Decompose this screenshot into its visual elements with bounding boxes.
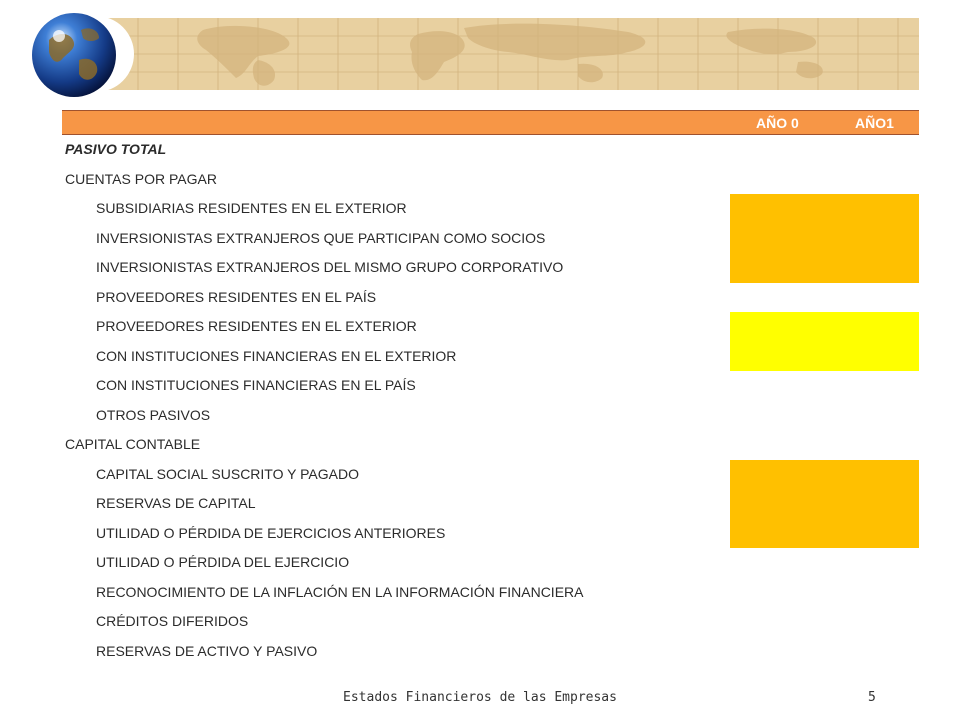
year-1-header: AÑO1 [855,115,894,131]
row-cuentas-por-pagar: CUENTAS POR PAGAR [65,170,217,187]
year-0-header: AÑO 0 [756,115,799,131]
globe-icon [29,10,119,100]
row-proveedores-exterior: PROVEEDORES RESIDENTES EN EL EXTERIOR [96,318,417,334]
table-rows [62,135,919,666]
row-reservas-activo-pasivo: RESERVAS DE ACTIVO Y PASIVO [96,642,318,659]
world-map-banner [108,18,919,90]
financial-table [62,110,919,666]
row-otros-pasivos: OTROS PASIVOS [96,406,211,423]
row-instituciones-pais: CON INSTITUCIONES FINANCIERAS EN EL PAÍS [96,377,416,393]
row-utilidad-anteriores: UTILIDAD O PÉRDIDA DE EJERCICIOS ANTERIORES [96,524,446,541]
row-proveedores-pais: PROVEEDORES RESIDENTES EN EL PAÍS [96,288,377,305]
row-capital-social: CAPITAL SOCIAL SUSCRITO Y PAGADO [96,465,359,482]
row-creditos-diferidos: CRÉDITOS DIFERIDOS [96,613,249,629]
row-subsidiarias: SUBSIDIARIAS RESIDENTES EN EL EXTERIOR [96,200,407,216]
table-header-row [62,110,919,135]
row-reservas-capital: RESERVAS DE CAPITAL [96,495,256,511]
row-capital-contable: CAPITAL CONTABLE [65,436,201,452]
row-reconocimiento-inflacion: RECONOCIMIENTO DE LA INFLACIÓN EN LA INFORMACIÓN FINANCIERA [96,583,584,600]
page-number: 5 [868,690,876,705]
row-inversionistas-socios: INVERSIONISTAS EXTRANJEROS QUE PARTICIPAN COMO SOCIOS [96,229,546,246]
row-pasivo-total: PASIVO TOTAL [65,141,167,157]
footer-title: Estados Financieros de las Empresas [343,690,617,705]
row-inversionistas-grupo: INVERSIONISTAS EXTRANJEROS DEL MISMO GRUPO CORPORATIVO [96,259,564,275]
world-map-icon [108,18,919,90]
row-utilidad-ejercicio: UTILIDAD O PÉRDIDA DEL EJERCICIO [96,554,350,570]
row-instituciones-exterior: CON INSTITUCIONES FINANCIERAS EN EL EXTERIOR [96,347,457,364]
